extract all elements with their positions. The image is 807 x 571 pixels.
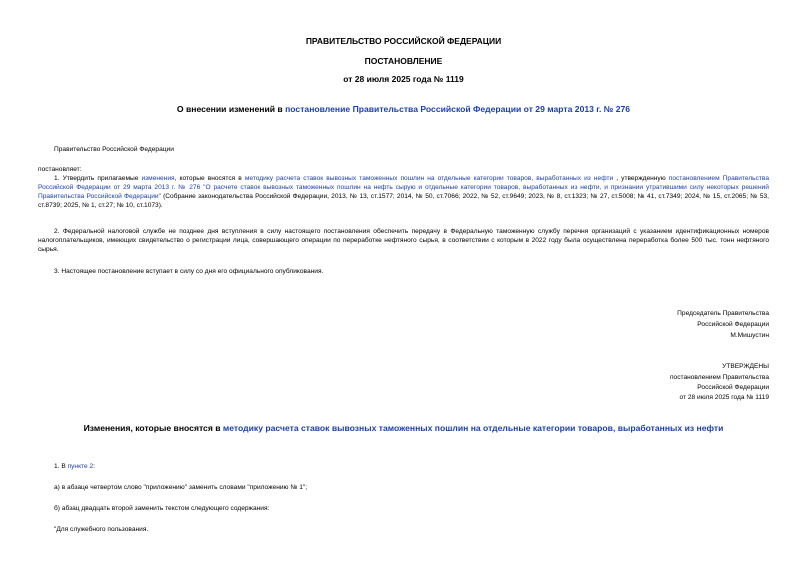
approval-title: УТВЕРЖДЕНЫ bbox=[722, 363, 769, 370]
changes-title-link[interactable]: методику расчета ставок вывозных таможенных пошлин на отдельные категории товаров, выработанных из нефти bbox=[222, 423, 724, 433]
changes-link[interactable]: изменения bbox=[141, 175, 175, 182]
paragraph-1-text-c: , которые вносятся в bbox=[174, 175, 245, 182]
point-2-link[interactable]: пункте 2 bbox=[67, 463, 94, 470]
change-item-1-prefix: 1. В bbox=[54, 463, 68, 470]
preamble-government: Правительство Российской Федерации bbox=[54, 146, 174, 153]
title-link[interactable]: постановление Правительства Российской Федерации от 29 марта 2013 г. № 276 bbox=[285, 104, 631, 114]
paragraph-2: 2. Федеральной налоговой службе не позднее дня вступления в силу настоящего постановления обеспечить передачу в Федеральную таможенную службу перечня организаций с указанием идентификационных номеров налогоплательщиков, имеющих свидетельство о регистрации лица, совершающего операции по переработке нефтяного сырья, в соответствии с которым в 2022 году была осуществлена переработка более 500 тыс. тонн нефтяного сырья. bbox=[38, 228, 769, 253]
paragraph-1-text-e: , утвержденную bbox=[613, 175, 669, 182]
signature-government: Российской Федерации bbox=[697, 321, 769, 328]
document-title bbox=[0, 104, 807, 115]
document-type: ПОСТАНОВЛЕНИЕ bbox=[364, 56, 443, 66]
change-item-a: а) в абзаце четвертом слово "приложению" заменить словами "приложению № 1"; bbox=[54, 484, 308, 491]
approval-government: Российской Федерации bbox=[697, 384, 769, 391]
signature-name: М.Мишустин bbox=[730, 332, 769, 339]
document-date-number: от 28 июля 2025 года № 1119 bbox=[343, 74, 464, 84]
change-item-1-suffix: : bbox=[93, 463, 95, 470]
preamble-decrees: постановляет: bbox=[38, 166, 82, 173]
resolution-276-link[interactable]: постановлением Правительства Российской Федерации от 29 марта 2013 г. № 276 "О расчете ставок вывозных таможенных пошлин на нефть сырую и отдельные категории товаров, выработанных из нефти, и признании утратившими силу некоторых решений Правительства Российской Федерации" bbox=[38, 175, 770, 200]
change-quote: "Для служебного пользования. bbox=[54, 526, 149, 533]
paragraph-1 bbox=[38, 175, 769, 211]
changes-title bbox=[0, 423, 807, 434]
signature-position: Председатель Правительства bbox=[677, 310, 769, 317]
government-header: ПРАВИТЕЛЬСТВО РОССИЙСКОЙ ФЕДЕРАЦИИ bbox=[305, 36, 502, 46]
methodology-link[interactable]: методику расчета ставок вывозных таможенных пошлин на отдельные категории товаров, выработанных из нефти bbox=[244, 175, 614, 182]
change-item-1 bbox=[54, 463, 95, 472]
paragraph-1-text-a: 1. Утвердить прилагаемые bbox=[54, 175, 142, 182]
approval-resolution: постановлением Правительства bbox=[669, 374, 769, 381]
approval-date: от 28 июля 2025 года № 1119 bbox=[679, 394, 769, 401]
document-title-prefix: О внесении изменений в bbox=[176, 104, 286, 114]
changes-title-prefix: Изменения, которые вносятся в bbox=[83, 423, 223, 433]
change-item-b: б) абзац двадцать второй заменить текстом следующего содержания: bbox=[54, 505, 270, 512]
paragraph-1-text-g: (Собрание законодательства Российской Федерации, 2013, № 13, ст.1577; 2014, № 50, ст.7066; 2022, № 52, ст.9649; 2023, № 8, ст.1323; № 27, ст.5008; № 41, ст.7349; 2024, № 15, ст.2065; № 53, ст.8739; 2025, № 1, ст.27; № 10, ст.1073). bbox=[38, 192, 769, 209]
paragraph-3: 3. Настоящее постановление вступает в силу со дня его официального опубликования. bbox=[54, 268, 324, 275]
